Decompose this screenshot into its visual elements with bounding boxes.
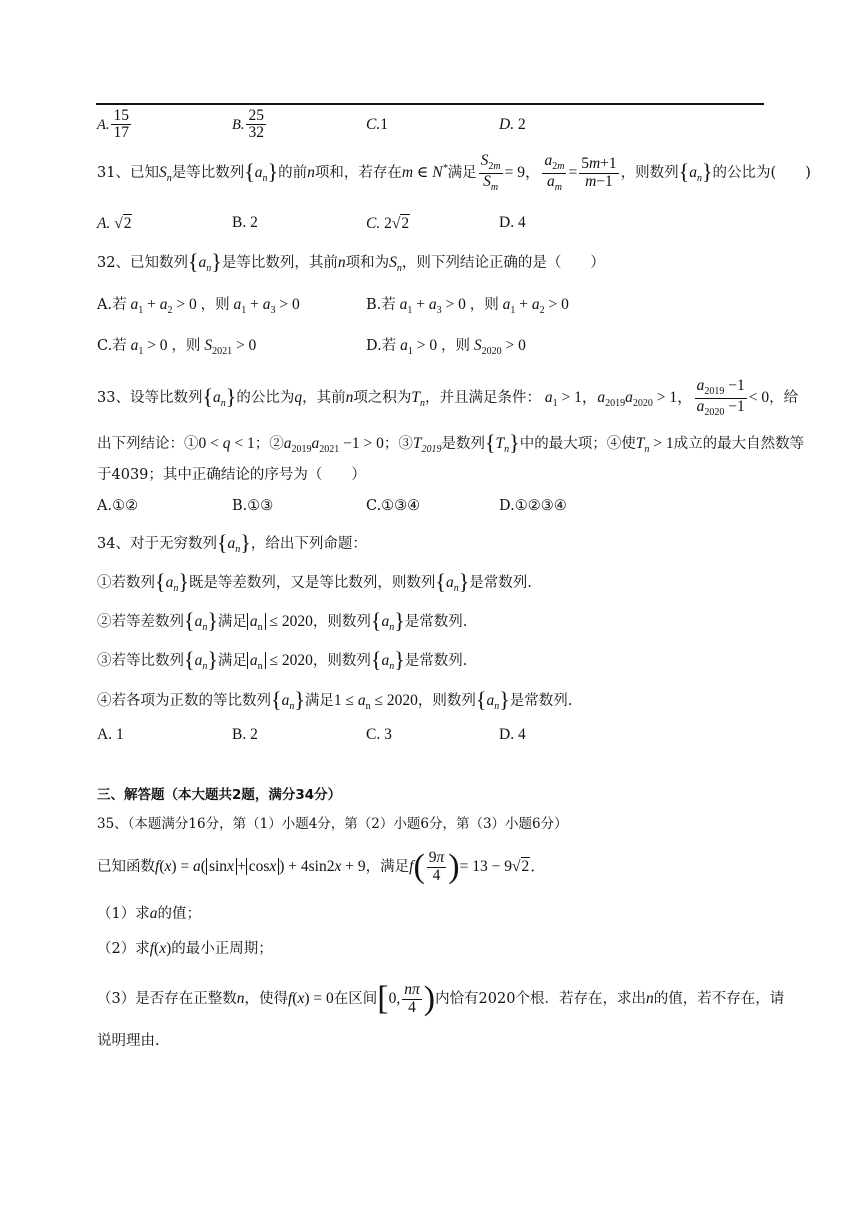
q33-option-a: A.①②: [97, 498, 139, 514]
top-rule: [96, 103, 764, 105]
q34-statement-3: ③若等比数列$\{a_n\}$满足 $a_n \le 2020$，则数列$\{a_n\}$是常数列.: [97, 647, 468, 672]
q31-option-a: A. √2: [97, 215, 132, 232]
q33-option-b: B.①③: [232, 498, 274, 514]
q35-given: 已知函数f(x) = a( sinx + cosx ) + 4sin2x + 9，满足f( $\frac{9\pi}{4}$ )= 13 − 9√2．: [97, 848, 546, 885]
q31-stem: 31、已知$S_n$是等比数列$\{a_n\}$的前n项和，若存在m ∈ N*满足 $\frac{S_{2m}}{S_m}$ = 9， $\frac{a_{2m}}{a_m}$ = $\frac{5m+1}{m-1}$ ，则数列$\{a_n\}$的公比为( ): [97, 152, 811, 193]
q35-header: 35、（本题满分16分，第（1）小题4分，第（2）小题6分，第（3）小题6分）: [97, 816, 568, 832]
q31-option-d: D. 4: [499, 214, 526, 231]
q33-option-d: D.①②③④: [499, 498, 567, 514]
q33-stem-line3: 于4039；其中正确结论的序号为（ ）: [97, 467, 366, 483]
q35-part-2: （2）求f(x)的最小正周期；: [97, 940, 273, 957]
q34-option-c: C. 3: [366, 726, 392, 743]
q34-option-a: A. 1: [97, 726, 124, 743]
section-heading: 三、解答题（本大题共2题，满分34分）: [97, 787, 342, 803]
q30-option-a: A. $\frac{15}{17}$: [97, 107, 129, 142]
q33-option-c: C.①③④: [366, 498, 421, 514]
q34-option-d: D. 4: [499, 726, 526, 743]
q32-option-c: C.若 $a_1 > 0$ ，则 $S_{2021} > 0$: [97, 337, 257, 357]
q30-option-b: B. $\frac{25}{32}$: [232, 107, 264, 142]
q33-stem-line2: 出下列结论：①0 < q < 1；$②a_{2019}a_{2021} -1 > 0$；$③T_{2019}$是数列$\{T_n\}$中的最大项；④使$T_n > 1$成立的最大自然数等: [97, 430, 805, 455]
q35-part-1: （1）求a的值；: [97, 905, 201, 922]
q31-option-c: C. 2√2: [366, 215, 410, 232]
q32-stem: 32、已知数列$\{a_n\}$是等比数列，其前n项和为$S_n$，则下列结论正确的是（ ）: [97, 249, 605, 274]
q32-option-d: D.若 $a_1 > 0$ ，则 $S_{2020} > 0$: [366, 337, 526, 357]
q34-statement-4: ④若各项为正数的等比数列$\{a_n\}$满足$1 \le a_n \le 2020$，则数列$\{a_n\}$是常数列.: [97, 687, 573, 712]
q34-stem: 34、对于无穷数列$\{a_n\}$，给出下列命题：: [97, 530, 367, 555]
q32-option-a: A.若 $a_1 + a_2 > 0$ ，则 $a_1 + a_3 > 0$: [97, 296, 300, 316]
q34-statement-2: ②若等差数列$\{a_n\}$满足 $a_n \le 2020$，则数列$\{a_n\}$是常数列.: [97, 608, 468, 633]
q35-part-3: （3）是否存在正整数n，使得f(x) = 0在区间[0, $\frac{n\pi}{4}$ )内恰有2020个根．若存在，求出n的值，若不存在，请: [97, 980, 785, 1017]
q30-option-d: D. 2: [499, 116, 526, 133]
q34-statement-1: ①若数列$\{a_n\}$既是等差数列，又是等比数列，则数列$\{a_n\}$是常数列.: [97, 569, 532, 594]
q33-stem-line1: 33、设等比数列$\{a_n\}$的公比为q，其前n项之积为$T_n$，并且满足条件： $a_1 > 1$，$a_{2019}a_{2020} > 1$， $\frac{a_{2019} -1}{a_{2020} -1}$ < 0，给: [97, 377, 799, 418]
q32-option-b: B.若 $a_1 + a_3 > 0$ ，则 $a_1 + a_2 > 0$: [366, 296, 569, 316]
q31-option-b: B. 2: [232, 214, 258, 231]
q30-option-c: C.1: [366, 116, 388, 133]
q34-option-b: B. 2: [232, 726, 258, 743]
q35-part-3-cont: 说明理由.: [97, 1033, 160, 1049]
